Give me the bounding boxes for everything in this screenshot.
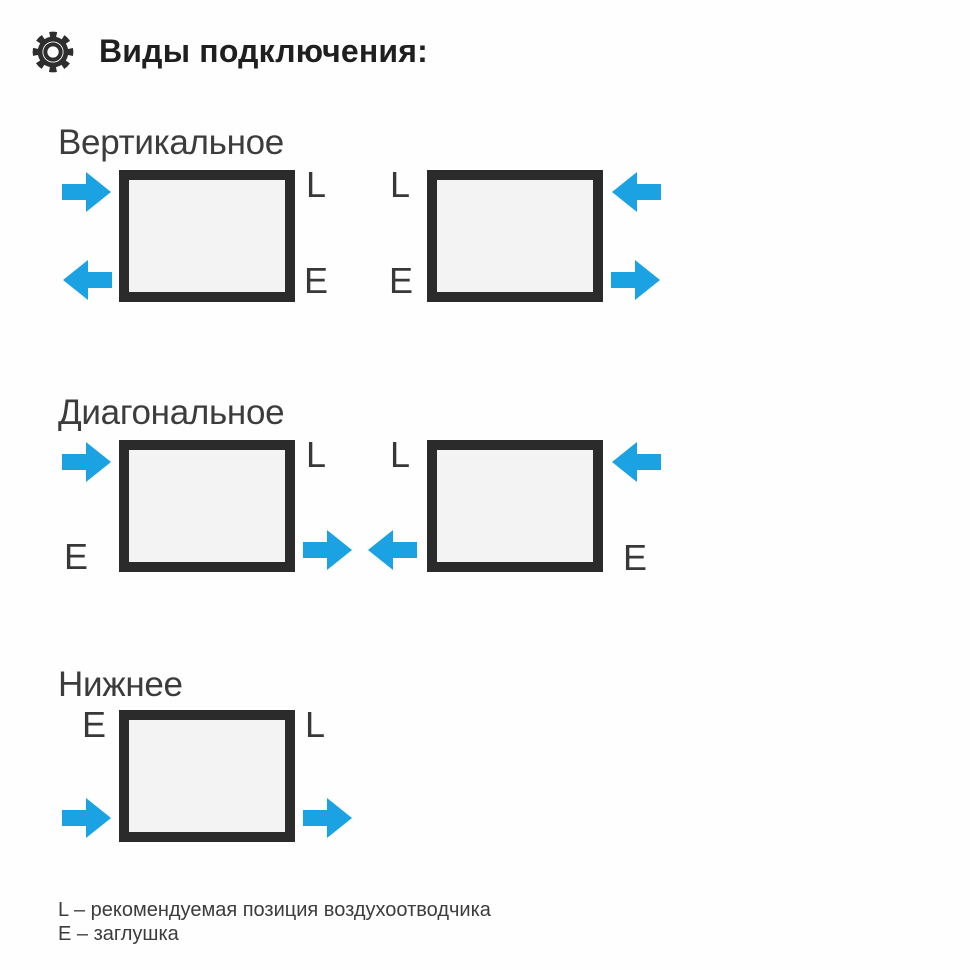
radiator-box <box>119 440 295 572</box>
section-title-vertical: Вертикальное <box>58 123 284 162</box>
legend <box>58 898 491 946</box>
air-vent-label: L <box>306 434 327 475</box>
legend-line-plug: E – заглушка <box>58 923 179 945</box>
radiator-box <box>119 710 295 842</box>
radiator-box <box>427 440 603 572</box>
radiator-box <box>119 170 295 302</box>
section-title-bottom: Нижнее <box>58 665 183 704</box>
flow-out-arrow-icon <box>303 529 353 571</box>
plug-label: E <box>304 260 329 301</box>
flow-in-arrow-icon <box>62 171 112 213</box>
air-vent-label: L <box>390 434 411 475</box>
plug-label: E <box>64 536 89 577</box>
flow-out-arrow-icon <box>611 259 661 301</box>
flow-in-arrow-icon <box>62 441 112 483</box>
flow-out-arrow-icon <box>303 797 353 839</box>
plug-label: E <box>82 704 107 745</box>
flow-out-arrow-icon <box>62 259 112 301</box>
gear-icon <box>30 29 76 75</box>
plug-label: E <box>623 537 648 578</box>
legend-line-air-vent: L – рекомендуемая позиция воздухоотводчика <box>58 899 491 921</box>
flow-in-arrow-icon <box>62 797 112 839</box>
flow-in-arrow-icon <box>611 441 661 483</box>
air-vent-label: L <box>306 164 327 205</box>
flow-out-arrow-icon <box>367 529 417 571</box>
air-vent-label: L <box>305 704 326 745</box>
section-title-diagonal: Диагональное <box>58 393 285 432</box>
radiator-box <box>427 170 603 302</box>
flow-in-arrow-icon <box>611 171 661 213</box>
page-title: Виды подключения: <box>99 33 429 69</box>
plug-label: E <box>389 260 414 301</box>
air-vent-label: L <box>390 164 411 205</box>
